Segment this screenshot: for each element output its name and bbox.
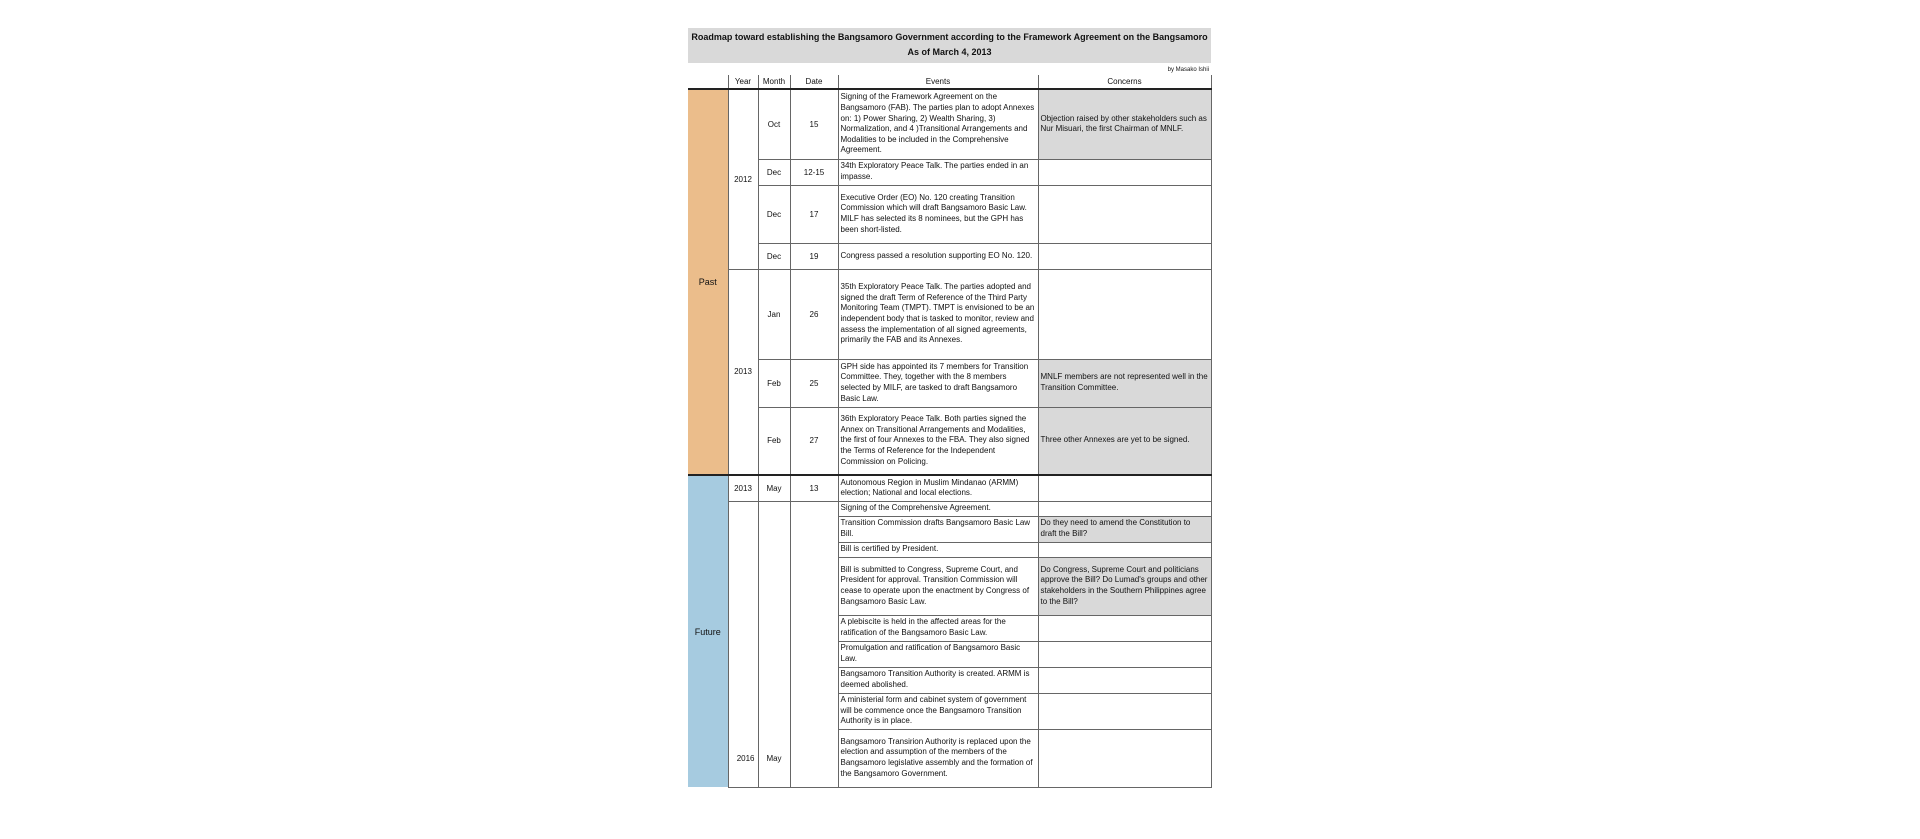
concern-cell bbox=[1038, 243, 1211, 269]
document-date: As of March 4, 2013 bbox=[907, 47, 992, 57]
table-row bbox=[688, 407, 1211, 475]
concern-cell: Do Congress, Supreme Court and politicians approve the Bill? Do Lumad's groups and other stakeholders in the Southern Philippines agree to the Bill? bbox=[1038, 557, 1211, 615]
concern-cell: MNLF members are not represented well in the Transition Committee. bbox=[1038, 359, 1211, 407]
date-cell: 26 bbox=[790, 269, 838, 359]
author-byline: by Masako Ishii bbox=[1167, 67, 1209, 73]
month-cell: Feb bbox=[758, 359, 790, 407]
table-row bbox=[688, 501, 1211, 516]
event-cell: A plebiscite is held in the affected areas for the ratification of the Bangsamoro Basic Law. bbox=[838, 615, 1038, 641]
roadmap-document bbox=[688, 28, 1211, 788]
event-cell: Congress passed a resolution supporting EO No. 120. bbox=[838, 243, 1038, 269]
event-cell: Transition Commission drafts Bangsamoro Basic Law Bill. bbox=[838, 516, 1038, 542]
concern-cell: Objection raised by other stakeholders such as Nur Misuari, the first Chairman of MNLF. bbox=[1038, 89, 1211, 159]
phase-header bbox=[688, 75, 728, 89]
concern-cell bbox=[1038, 667, 1211, 693]
year-cell: 2012 bbox=[728, 89, 758, 269]
concern-cell bbox=[1038, 615, 1211, 641]
table-row bbox=[688, 89, 1211, 159]
year-cell: 2013 bbox=[728, 269, 758, 475]
concern-cell bbox=[1038, 159, 1211, 185]
table-row bbox=[688, 359, 1211, 407]
event-cell: Promulgation and ratification of Bangsamoro Basic Law. bbox=[838, 641, 1038, 667]
document-title: Roadmap toward establishing the Bangsamoro Government according to the Framework Agreement on the Bangsamoro bbox=[691, 32, 1208, 42]
concern-cell bbox=[1038, 501, 1211, 516]
table-row bbox=[688, 269, 1211, 359]
header-row bbox=[688, 75, 1211, 89]
concern-cell: Do they need to amend the Constitution to draft the Bill? bbox=[1038, 516, 1211, 542]
event-cell: 36th Exploratory Peace Talk. Both parties signed the Annex on Transitional Arrangements and Modalities, the first of four Annexes to the FBA. They also signed the Terms of Reference for the Independent Commission on Policing. bbox=[838, 407, 1038, 475]
date-cell: 19 bbox=[790, 243, 838, 269]
month-cell: Jan bbox=[758, 269, 790, 359]
phase-future: Future bbox=[688, 475, 728, 787]
table-row bbox=[688, 243, 1211, 269]
event-cell: Bangsamoro Transition Authority is created. ARMM is deemed abolished. bbox=[838, 667, 1038, 693]
event-cell: 34th Exploratory Peace Talk. The parties ended in an impasse. bbox=[838, 159, 1038, 185]
event-cell: 35th Exploratory Peace Talk. The parties adopted and signed the draft Term of Reference of the Third Party Monitoring Team (TMPT). TMPT is envisioned to be an independent body that is tasked to monitor, review and assess the implementation of all signed agreements, primarily the FAB and its Annexes. bbox=[838, 269, 1038, 359]
table-row bbox=[688, 159, 1211, 185]
phase-past: Past bbox=[688, 89, 728, 475]
date-header: Date bbox=[790, 75, 838, 89]
event-cell: Signing of the Comprehensive Agreement. bbox=[838, 501, 1038, 516]
year-cell: 2013 bbox=[728, 475, 758, 501]
event-cell: Executive Order (EO) No. 120 creating Transition Commission which will draft Bangsamoro Basic Law. MILF has selected its 8 nominees, but the GPH has been short-listed. bbox=[838, 185, 1038, 243]
month-cell: Oct bbox=[758, 89, 790, 159]
events-header: Events bbox=[838, 75, 1038, 89]
event-cell: Signing of the Framework Agreement on the Bangsamoro (FAB). The parties plan to adopt Annexes on: 1) Power Sharing, 2) Wealth Sharing, 3) Normalization, and 4 )Transitional Arrangements and Modalities to be included in the Comprehensive Agreement. bbox=[838, 89, 1038, 159]
date-cell bbox=[790, 501, 838, 787]
month-cell: Dec bbox=[758, 185, 790, 243]
concern-cell bbox=[1038, 729, 1211, 787]
concern-cell bbox=[1038, 475, 1211, 501]
concern-cell bbox=[1038, 641, 1211, 667]
concern-cell bbox=[1038, 542, 1211, 557]
event-cell: A ministerial form and cabinet system of government will be commence once the Bangsamoro Transition Authority is in place. bbox=[838, 693, 1038, 729]
concerns-header: Concerns bbox=[1038, 75, 1211, 89]
table-row bbox=[688, 185, 1211, 243]
date-cell: 17 bbox=[790, 185, 838, 243]
month-cell: May bbox=[758, 475, 790, 501]
concern-cell: Three other Annexes are yet to be signed. bbox=[1038, 407, 1211, 475]
concern-cell bbox=[1038, 693, 1211, 729]
year-header: Year bbox=[728, 75, 758, 89]
date-cell: 13 bbox=[790, 475, 838, 501]
month-cell: Dec bbox=[758, 159, 790, 185]
date-cell: 27 bbox=[790, 407, 838, 475]
date-cell: 25 bbox=[790, 359, 838, 407]
month-cell: Feb bbox=[758, 407, 790, 475]
event-cell: Bill is certified by President. bbox=[838, 542, 1038, 557]
month-header: Month bbox=[758, 75, 790, 89]
year-cell: 2016 bbox=[728, 501, 758, 787]
roadmap-table bbox=[688, 75, 1212, 788]
concern-cell bbox=[1038, 185, 1211, 243]
month-cell: Dec bbox=[758, 243, 790, 269]
table-row bbox=[688, 475, 1211, 501]
month-cell: May bbox=[758, 501, 790, 787]
date-cell: 12-15 bbox=[790, 159, 838, 185]
event-cell: Bill is submitted to Congress, Supreme Court, and President for approval. Transition Commission will cease to operate upon the enactment by Congress of Bangsamoro Basic Law. bbox=[838, 557, 1038, 615]
event-cell: Autonomous Region in Muslim Mindanao (ARMM) election; National and local elections. bbox=[838, 475, 1038, 501]
date-cell: 15 bbox=[790, 89, 838, 159]
concern-cell bbox=[1038, 269, 1211, 359]
title-block bbox=[688, 28, 1211, 63]
event-cell: Bangsamoro Transirion Authority is replaced upon the election and assumption of the members of the Bangsamoro legislative assembly and the formation of the Bangsamoro Government. bbox=[838, 729, 1038, 787]
event-cell: GPH side has appointed its 7 members for Transition Committee. They, together with the 8 members selected by MILF, are tasked to draft Bangsamoro Basic Law. bbox=[838, 359, 1038, 407]
